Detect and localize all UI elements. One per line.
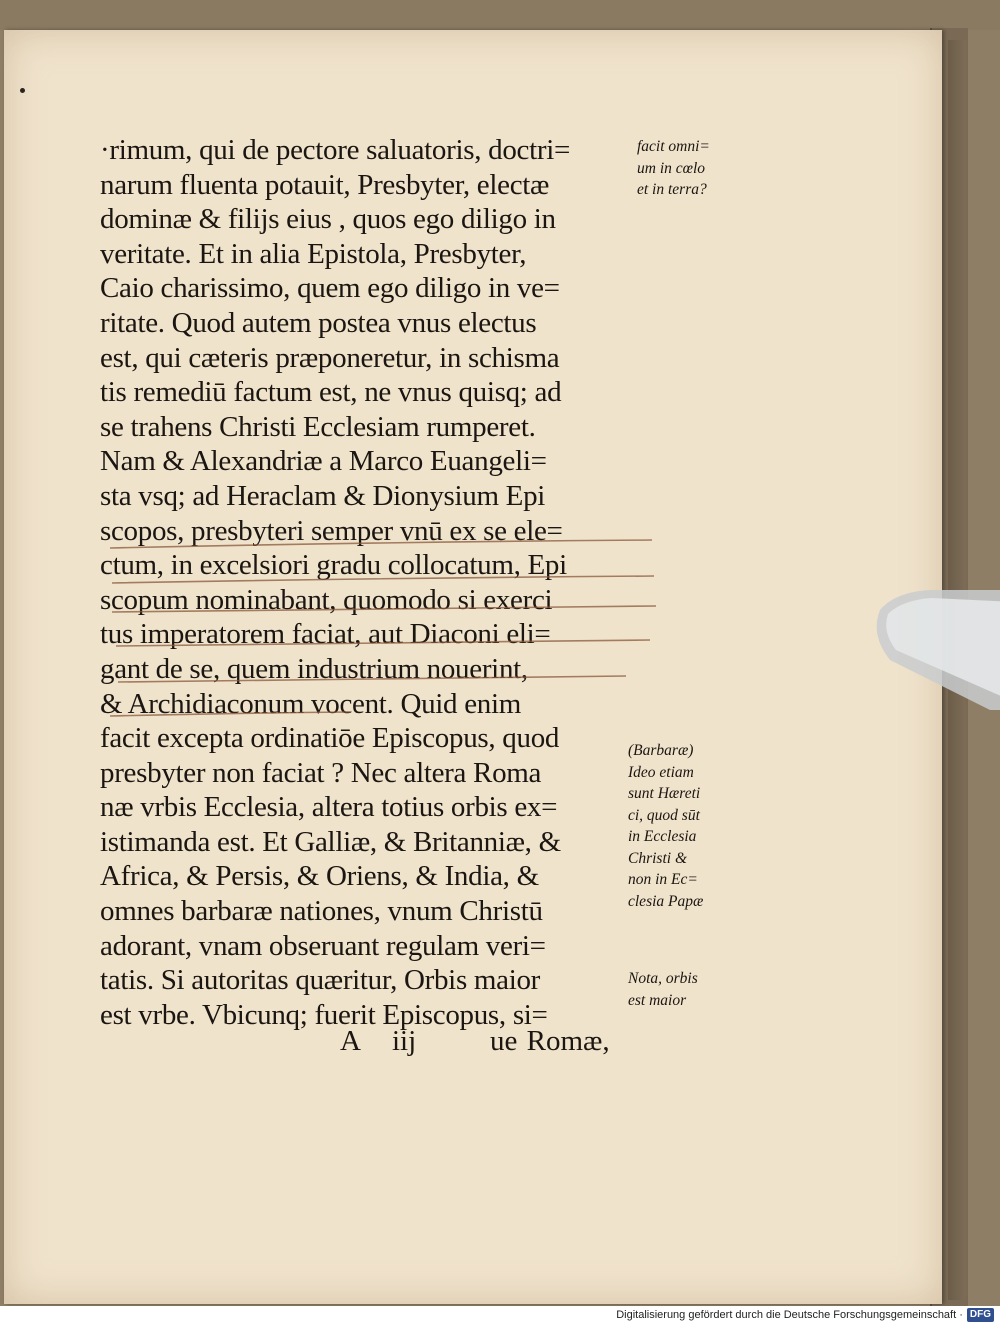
signature-line bbox=[340, 1025, 610, 1058]
text-line: dominæ & filijs eius , quos ego diligo in bbox=[100, 203, 556, 236]
text-line: adorant, vnam obseruant regulam veri= bbox=[100, 929, 546, 962]
text-line: tatis. Si autoritas quæritur, Orbis maior bbox=[100, 964, 541, 997]
text-line: tis remediū factum est, ne vnus quisq; ad bbox=[100, 376, 562, 409]
margin-note-line: est maior bbox=[628, 991, 687, 1009]
text-line: ritate. Quod autem postea vnus electus bbox=[100, 306, 537, 339]
text-line: est, qui cæteris præponeretur, in schisma bbox=[100, 341, 560, 374]
text-line: & Archidiaconum vocent. Quid enim bbox=[100, 687, 521, 720]
dfg-logo: DFG bbox=[967, 1308, 994, 1322]
text-line: sta vsq; ad Heraclam & Dionysium Epi bbox=[100, 479, 546, 512]
text-line: est vrbe. Vbicunq; fuerit Episcopus, si= bbox=[100, 998, 548, 1031]
margin-note-line: (Barbaræ) bbox=[628, 742, 694, 759]
margin-note-line: ci, quod sūt bbox=[628, 806, 700, 824]
margin-note-line: non in Ec= bbox=[628, 871, 698, 888]
book-board-edge bbox=[948, 40, 966, 1300]
main-text-block bbox=[100, 133, 640, 1032]
footer-bar bbox=[0, 1306, 1000, 1324]
text-line: ·rimum, qui de pectore saluatoris, doctri= bbox=[100, 134, 571, 166]
text-line: narum fluenta potauit, Presbyter, electæ bbox=[100, 168, 550, 201]
page-dot-mark bbox=[20, 88, 25, 93]
text-line: se trahens Christi Ecclesiam rumperet. bbox=[100, 410, 536, 443]
margin-note-middle bbox=[628, 740, 703, 912]
margin-note-line: clesia Papæ bbox=[628, 892, 704, 910]
margin-note-line: sunt Hæreti bbox=[628, 785, 701, 802]
text-line: facit excepta ordinatiōe Episcopus, quod bbox=[100, 722, 560, 755]
margin-note-line: Ideo etiam bbox=[628, 763, 694, 781]
text-line: presbyter non faciat ? Nec altera Roma bbox=[100, 756, 542, 789]
text-line: næ vrbis Ecclesia, altera totius orbis ex= bbox=[100, 791, 558, 824]
margin-note-line: Christi & bbox=[628, 849, 688, 867]
text-line: Nam & Alexandriæ a Marco Euangeli= bbox=[100, 445, 547, 478]
text-line: tus imperatorem faciat, aut Diaconi eli= bbox=[100, 618, 551, 651]
margin-note-line: Nota, orbis bbox=[628, 970, 698, 987]
catchword: ue Romæ, bbox=[490, 1025, 610, 1057]
footer-credit: Digitalisierung gefördert durch die Deutsche Forschungsgemeinschaft · bbox=[616, 1309, 963, 1321]
text-line: Africa, & Persis, & Oriens, & India, & bbox=[100, 860, 539, 893]
text-line: Caio charissimo, quem ego diligo in ve= bbox=[100, 272, 560, 305]
text-line: veritate. Et in alia Epistola, Presbyter, bbox=[100, 237, 527, 270]
signature-number: iij bbox=[392, 1025, 417, 1057]
margin-note-line: in Ecclesia bbox=[628, 828, 697, 845]
text-line: istimanda est. Et Galliæ, & Britanniæ, & bbox=[100, 825, 561, 858]
text-line: ctum, in excelsiori gradu collocatum, Epi bbox=[100, 549, 567, 582]
margin-note-bottom bbox=[628, 968, 698, 1011]
margin-note-top bbox=[637, 136, 710, 201]
margin-note-line: facit omni= bbox=[637, 138, 710, 155]
signature-mark: A bbox=[340, 1025, 361, 1057]
margin-note-line: et in terra? bbox=[637, 181, 707, 198]
text-line: scopos, presbyteri semper vnū ex se ele= bbox=[100, 514, 563, 547]
text-line: gant de se, quem industrium nouerint, bbox=[100, 652, 528, 685]
text-line: omnes barbaræ nationes, vnum Christū bbox=[100, 895, 543, 928]
scan-top-border bbox=[0, 0, 1000, 30]
text-line: scopum nominabant, quomodo si exerci bbox=[100, 583, 553, 616]
margin-note-line: um in cœlo bbox=[637, 159, 706, 177]
